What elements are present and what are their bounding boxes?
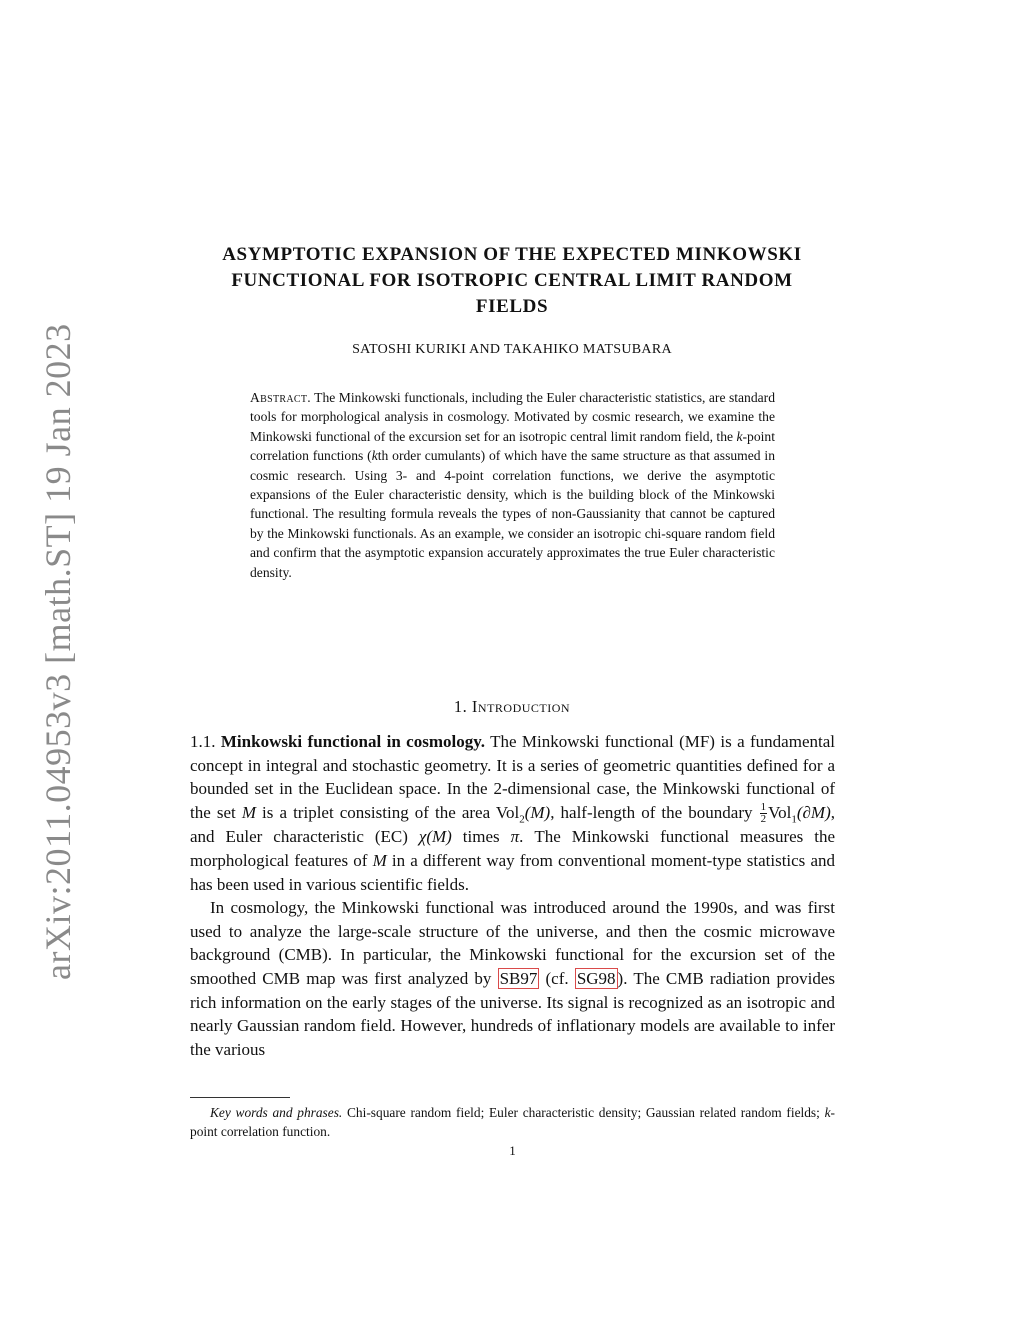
fraction-one-half — [760, 802, 768, 825]
paragraph-text: . The Minkowski functional measures the morphological features of — [190, 827, 836, 870]
math-subscript: 1 — [791, 813, 797, 826]
arxiv-identifier: arXiv:2011.04953v3 [math.ST] 19 Jan 2023 — [38, 323, 78, 980]
abstract-text: -point correlation functions ( — [250, 428, 775, 464]
paragraph-text: , and Euler characteristic (EC) — [190, 802, 836, 847]
abstract-k-symbol: k — [736, 428, 743, 444]
paragraph-text: ). The CMB radiation provides rich information on the early stages of the universe. Its signal is recognized as an isotropic and nearly Gaussian random field. However, hundreds of inflationary models are available to infer the various — [190, 968, 835, 1059]
footnote-text: -point correlation function. — [190, 1105, 835, 1139]
footnote-divider — [190, 1097, 290, 1098]
footnote-label: Key words and phrases. — [210, 1105, 343, 1120]
title-line-3: FIELDS — [475, 296, 549, 317]
math-symbol: (∂M) — [796, 802, 831, 822]
citation-link-sg98[interactable]: SG98 — [576, 968, 616, 988]
subsection-number: 1.1. — [190, 732, 216, 751]
section-number: 1. — [453, 697, 468, 716]
math-subscript: 2 — [519, 813, 525, 826]
footnote-k-symbol: k — [824, 1105, 831, 1120]
paragraph-text: In cosmology, the Minkowski functional was introduced around the 1990s, and was first used to analyze the large-scale structure of the universe, and then the cosmic microwave background (CMB). In particular, the Minkowski functional for the excursion set of the smoothed CMB map was first analyzed by — [190, 898, 835, 988]
math-symbol: χ(M) — [418, 827, 452, 847]
footnote — [190, 1103, 835, 1141]
title-line-2: FUNCTIONAL FOR ISOTROPIC CENTRAL LIMIT RANDOM — [231, 270, 793, 291]
section-title: Introduction — [471, 697, 571, 716]
body-text — [190, 730, 835, 1061]
abstract-k-symbol: k — [371, 448, 378, 464]
paragraph-text: times — [451, 827, 511, 847]
math-symbol: M — [241, 802, 256, 822]
abstract-label: Abstract. — [250, 390, 311, 405]
paragraph-text: Vol — [768, 802, 792, 822]
subsection-title: Minkowski functional in cosmology. — [220, 732, 486, 751]
abstract — [250, 388, 775, 582]
math-symbol: π — [510, 827, 520, 847]
paragraph-text: in a different way from conventional moment-type statistics and has been used in various scientific fields. — [190, 850, 835, 894]
authors: SATOSHI KURIKI AND TAKAHIKO MATSUBARA — [352, 342, 672, 357]
paragraph-text: , half-length of the boundary — [550, 802, 759, 822]
citation-link-sb97[interactable]: SB97 — [499, 968, 538, 988]
section-heading — [170, 697, 854, 717]
paragraph-2 — [190, 896, 835, 1061]
paragraph-text: (cf. — [539, 968, 575, 988]
paper-title — [170, 242, 854, 320]
abstract-text: th order cumulants) of which have the same structure as that assumed in cosmic research. Using 3- and 4-point correlation functions, we derive the asymptotic expansions of the Euler characteristic density, which is the building block of the Minkowski functional. The resulting formula reveals the types of non-Gaussianity that cannot be captured by the Minkowski functionals. As an example, we consider an isotropic chi-square random field and confirm that the asymptotic expansion accurately approximates the true Euler characteristic density. — [250, 448, 775, 580]
fraction-numerator: 1 — [760, 801, 767, 814]
math-symbol: (M) — [524, 802, 551, 822]
paragraph-1 — [190, 730, 835, 896]
title-line-1: ASYMPTOTIC EXPANSION OF THE EXPECTED MINKOWSKI — [222, 244, 802, 265]
abstract-text: The Minkowski functionals, including the Euler characteristic statistics, are standard tools for morphological analysis in cosmology. Motivated by cosmic research, we examine the Minkowski functional of the excursion set for an isotropic central limit random field, the — [250, 390, 775, 444]
math-symbol: M — [372, 850, 387, 870]
fraction-denominator: 2 — [760, 813, 767, 826]
paragraph-text: The Minkowski functional (MF) is a fundamental concept in integral and stochastic geometry. It is a series of geometric quantities defined for a bounded set in the Euclidean space. In the 2-dimensional case, the Minkowski functional of the set — [190, 732, 835, 822]
paragraph-text: is a triplet consisting of the area Vol — [255, 802, 520, 822]
page-number: 1 — [509, 1143, 516, 1158]
footnote-text: Chi-square random field; Euler characteristic density; Gaussian related random fields; — [342, 1105, 825, 1120]
